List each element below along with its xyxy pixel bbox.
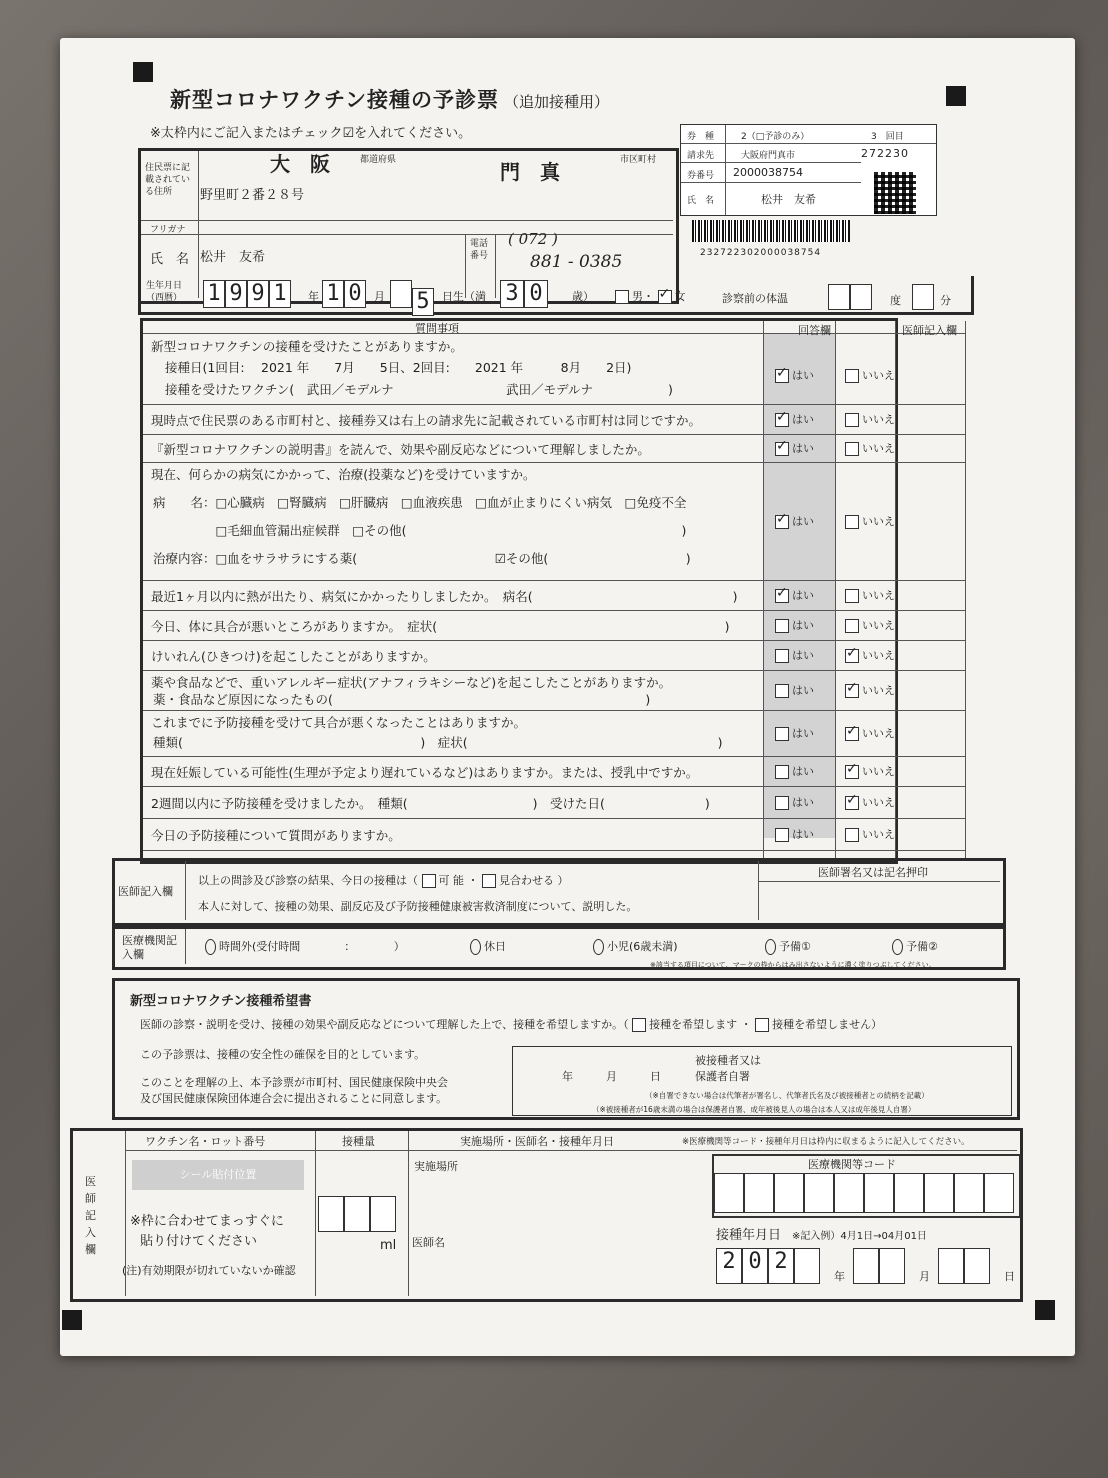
yes-checkbox[interactable] [775,765,789,779]
explanation-text: 本人に対して、接種の効果、副反応及び予防接種健康被害救済制度について、説明した。 [198,900,638,913]
day-suffix: 日生（満 [442,290,486,303]
code-digit[interactable] [894,1173,924,1213]
yes-checkbox[interactable] [775,684,789,698]
question-row [143,404,965,435]
signature-label: 医師署名又は記名押印 [818,866,928,879]
want-checkbox[interactable] [632,1018,646,1032]
day-digit[interactable] [938,1248,964,1284]
consent-text-2: 及び国民健康保険団体連合会に提出されることに同意します。 [140,1092,448,1105]
consent-text-1: このことを理解の上、本予診票が市町村、国民健康保険中央会 [140,1076,448,1089]
no-option[interactable] [845,682,895,698]
dose-digit[interactable] [344,1196,370,1232]
option-reserve-2[interactable]: 予備② [892,938,938,955]
temp-decimal-digit[interactable] [912,284,934,310]
separator-dot: ・ [740,1018,752,1031]
question-text: □毛細血管漏出症候群 □その他( ) [153,523,687,538]
dose-cells [318,1196,396,1236]
address-pref-suffix: 都道府県 [360,155,397,165]
yes-label: はい [792,515,814,528]
ticket-kind-label: 券 種 [687,132,715,142]
yes-label: はい [792,684,814,697]
code-digit[interactable] [954,1173,984,1213]
code-digit[interactable] [774,1173,804,1213]
address-city-suffix: 市区町村 [620,155,657,165]
ticket-name-label: 氏 名 [687,196,715,206]
bottom-side-label: 医師記入欄 [85,1175,96,1256]
code-digit[interactable] [714,1173,744,1213]
no-label: いいえ [862,515,895,528]
temp-unit-degree: 度 [890,294,901,307]
form-title: 新型コロナワクチン接種の予診票 [170,88,499,112]
no-option[interactable] [845,367,895,383]
separator-dot: ・ [467,874,479,887]
birth-day-cells [390,280,434,316]
phone-number: 881 - 0385 [530,252,623,272]
ticket-billing-city: 大阪府門真市 [741,151,796,161]
no-checkbox[interactable] [845,369,859,383]
phone-area-code: ( 072 ) [508,230,558,248]
no-checkbox[interactable] [845,619,859,633]
question-text: 薬や食品などで、重いアレルギー症状(アナフィラキシーなど)を起こしたことがありますか。 [151,675,672,690]
year-digit[interactable]: 0 [742,1248,768,1284]
vaccination-date-example: ※記入例）4月1日→04月01日 [792,1231,927,1242]
possible-checkbox[interactable] [422,874,436,888]
month-digit[interactable] [853,1248,879,1284]
female-label: 女 [674,290,686,303]
yes-checkbox[interactable] [775,619,789,633]
no-label: いいえ [862,828,895,841]
age-digit[interactable]: 3 [500,280,524,308]
question-text: 接種日(1回目: 2021 年 7月 5日、2回目: 2021 年 8月 2日) [165,360,632,376]
yes-label: はい [792,796,814,809]
registration-mark [1035,1300,1055,1320]
place-label: 実施場所 [414,1160,458,1173]
not-want-checkbox[interactable] [755,1018,769,1032]
question-row [143,462,965,581]
question-row [143,640,965,671]
request-title: 新型コロナワクチン接種希望書 [130,994,312,1009]
yes-checkbox[interactable] [775,589,789,603]
address-street: 野里町２番２８号 [200,188,305,203]
code-note: ※医療機関等コード・接種年月日は枠内に収まるように記入してください。 [682,1137,970,1147]
male-label: 男・ [632,290,654,303]
no-label: いいえ [862,727,895,740]
dose-label: 接種量 [342,1135,375,1148]
month-suffix: 月 [919,1270,930,1283]
code-digit[interactable] [864,1173,894,1213]
registration-mark [946,86,966,106]
request-question [140,1016,882,1032]
no-checkbox[interactable] [845,589,859,603]
question-text: 病 名：□心臓病 □腎臓病 □肝臓病 □血液疾患 □血が止まりにくい病気 □免疫不全 [153,495,687,510]
registration-mark [62,1310,82,1330]
ticket-name-value: 松井 友希 [761,193,816,206]
yes-label: はい [792,619,814,632]
question-text: 『新型コロナワクチンの説明書』を読んで、効果や副反応などについて理解しましたか。 [151,442,650,457]
birth-month-digit[interactable]: 0 [344,280,366,308]
day-digit[interactable] [964,1248,990,1284]
yes-label: はい [792,442,814,455]
yes-option[interactable] [775,587,814,603]
registration-mark [133,62,153,82]
yes-option[interactable] [775,682,814,698]
furigana-label: フリガナ [150,225,186,235]
no-label: いいえ [862,619,895,632]
request-note-1: （※自署できない場合は代筆者が署名し、代筆者氏名及び被接種者との続柄を記載） [645,1091,929,1100]
sex-options [615,288,686,304]
doctor-name-label: 医師名 [412,1236,445,1249]
want-label: 接種を希望します [649,1018,738,1031]
month-suffix: 月 [374,290,385,303]
yes-checkbox[interactable] [775,369,789,383]
temperature-label: 診察前の体温 [722,292,788,305]
postpone-checkbox[interactable] [482,874,496,888]
question-row [143,334,965,405]
yes-option[interactable] [775,440,814,456]
temp-unit-minute: 分 [940,294,951,307]
postpone-label: 見合わせる ） [499,874,569,887]
no-checkbox[interactable] [845,515,859,529]
ticket-number-label: 券番号 [687,171,715,181]
request-date-label: 年 月 日 [562,1070,661,1083]
question-row [143,756,965,787]
question-text: 新型コロナワクチンの接種を受けたことがありますか。 [151,339,463,354]
year-digit[interactable]: 2 [716,1248,742,1284]
no-label: いいえ [862,369,895,382]
yes-option[interactable] [775,763,814,779]
address-city: 門 真 [500,160,560,184]
yes-option[interactable] [775,411,814,427]
no-checkbox[interactable] [845,828,859,842]
question-text: 現在、何らかの病気にかかって、治療(投薬など)を受けていますか。 [151,467,536,482]
vaccination-date-label: 接種年月日 [716,1228,782,1243]
no-label: いいえ [862,684,895,697]
barcode [692,220,850,242]
question-text: これまでに予防接種を受けて具合が悪くなったことはありますか。 [151,715,527,730]
birth-day-digit[interactable]: 5 [412,288,434,316]
question-text: 今日の予防接種について質問がありますか。 [151,828,401,843]
birth-year-digit[interactable]: 9 [225,280,247,308]
dose-digit[interactable] [318,1196,344,1232]
code-digit[interactable] [744,1173,774,1213]
sticker-position: シール貼付位置 [132,1160,304,1190]
no-checkbox[interactable] [845,649,859,663]
question-text: 現時点で住民票のある市町村と、接種券又は右上の請求先に記載されている市町村は同じですか。 [151,413,702,428]
option-reserve-1[interactable]: 予備① [765,938,811,955]
no-label: いいえ [862,649,895,662]
question-text: けいれん(ひきつけ)を起こしたことがありますか。 [151,649,436,664]
yes-option[interactable] [775,794,814,810]
no-option[interactable] [845,513,895,529]
question-text: 現在妊娠している可能性(生理が予定より遅れているなど)はありますか。または、授乳中ですか。 [151,765,699,780]
name-label: 氏 名 [150,252,190,267]
institution-note: ※該当する項目について、マークの枠からはみ出さないように濃く塗りつぶしてください。 [650,961,936,969]
age-cells [500,280,548,308]
no-option[interactable] [845,411,895,427]
answer-header: 回答欄 [798,324,831,337]
yes-label: はい [792,727,814,740]
yes-checkbox[interactable] [775,649,789,663]
yes-option[interactable] [775,826,814,842]
ticket-kind-value: 2（□予診のみ） [741,132,810,142]
expiry-note: (注)有効期限が切れていないか確認 [122,1264,296,1277]
option-holiday[interactable]: 休日 [470,938,506,955]
question-row [143,818,965,851]
address-label: 住民票に記載されている住所 [145,163,191,197]
ticket-number-value: 2000038754 [733,166,803,179]
question-header: 質問事項 [415,322,459,335]
no-option[interactable] [845,440,895,456]
institution-code-label: 医療機関等コード [808,1158,896,1171]
yes-option[interactable] [775,617,814,633]
male-checkbox[interactable] [615,290,629,304]
age-digit[interactable]: 0 [524,280,548,308]
birth-year-digit[interactable]: 1 [203,280,225,308]
question-row [143,580,965,611]
birth-month-digit[interactable]: 1 [322,280,344,308]
option-child[interactable]: 小児(6歳未満) [593,938,678,955]
question-text: 2週間以内に予防接種を受けましたか。 種類( ) 受けた日( ) [151,796,710,811]
yes-checkbox[interactable] [775,413,789,427]
sticker-note-1: ※枠に合わせてまっすぐに [130,1214,284,1229]
code-digit[interactable] [804,1173,834,1213]
year-suffix: 年 [308,290,319,303]
request-note-2: （※被接種者が16歳未満の場合は保護者自署、成年被後見人の場合は本人又は成年後見人自署） [592,1105,916,1114]
ticket-billing-code: 272230 [861,147,909,160]
vaccine-lot-label: ワクチン名・ロット番号 [145,1135,266,1148]
dose-digit[interactable] [370,1196,396,1232]
signer-label-2: 保護者自署 [695,1070,750,1083]
temperature-cells [828,284,872,314]
question-text: 治療内容：□血をサラサラにする薬( ☑その他( ) [153,551,691,566]
request-question-text: 医師の診察・説明を受け、接種の効果や副反応などについて理解した上で、接種を希望しますか。（ [140,1018,629,1031]
question-row [143,710,965,757]
yes-label: はい [792,828,814,841]
no-label: いいえ [862,765,895,778]
yes-checkbox[interactable] [775,442,789,456]
question-row [143,670,965,711]
name-value: 松井 友希 [200,250,266,265]
judgement-text: 以上の問診及び診察の結果、今日の接種は（ [198,874,418,887]
yes-checkbox[interactable] [775,796,789,810]
no-option[interactable] [845,647,895,663]
vaccination-form-sheet [60,38,1075,1356]
yes-label: はい [792,369,814,382]
doctor-section-label: 医師記入欄 [118,885,173,898]
yes-option[interactable] [775,367,814,383]
birth-day-digit[interactable] [390,280,412,308]
question-text: 最近1ヶ月以内に熱が出たり、病気にかかったりしましたか。 病名( ) [151,589,738,604]
yes-checkbox[interactable] [775,515,789,529]
code-digit[interactable] [924,1173,954,1213]
no-option[interactable] [845,763,895,779]
institution-label: 医療機関記入欄 [122,934,177,961]
no-checkbox[interactable] [845,796,859,810]
no-option[interactable] [845,826,895,842]
yes-checkbox[interactable] [775,727,789,741]
year-suffix: 年 [834,1270,845,1283]
barcode-number: 232722302000038754 [700,248,822,258]
no-checkbox[interactable] [845,727,859,741]
yes-label: はい [792,765,814,778]
purpose-text: この予診票は、接種の安全性の確保を目的としています。 [140,1048,426,1061]
no-label: いいえ [862,589,895,602]
ticket-billing-label: 請求先 [687,151,715,161]
sticker-note-2: 貼り付けてください [140,1234,258,1249]
phone-label: 電話番号 [470,239,489,261]
code-digit[interactable] [984,1173,1014,1213]
no-checkbox[interactable] [845,765,859,779]
doctor-judgement [198,872,569,888]
no-option[interactable] [845,794,895,810]
yes-option[interactable] [775,725,814,741]
doctor-column-header: 医師記入欄 [902,324,957,337]
yes-label: はい [792,649,814,662]
temp-digit[interactable] [828,284,850,310]
no-label: いいえ [862,442,895,455]
female-checkbox[interactable] [658,290,672,304]
vaccination-date-cells [716,1248,1015,1284]
question-row [143,610,965,641]
temperature-decimal-cell [912,284,934,314]
possible-label: 可 能 [438,874,464,887]
ticket-dose-number: 3 回目 [871,132,904,142]
qr-code [874,172,916,214]
institution-code-cells [714,1173,1014,1213]
no-label: いいえ [862,413,895,426]
signer-label-1: 被接種者又は [695,1054,761,1067]
place-doctor-date-label: 実施場所・医師名・接種年月日 [460,1135,614,1148]
no-option[interactable] [845,725,895,741]
no-option[interactable] [845,617,895,633]
year-digit[interactable]: 2 [768,1248,794,1284]
no-checkbox[interactable] [845,442,859,456]
no-option[interactable] [845,587,895,603]
temp-digit[interactable] [850,284,872,310]
day-suffix: 日 [1004,1270,1015,1283]
yes-label: はい [792,413,814,426]
form-instruction: ※太枠内にご記入またはチェック☑を入れてください。 [150,126,472,141]
question-text: 今日、体に具合が悪いところがありますか。 症状( ) [151,619,730,634]
no-checkbox[interactable] [845,684,859,698]
age-suffix: 歳） [572,290,594,303]
birth-year-digit[interactable]: 9 [247,280,269,308]
question-text: 薬・食品など原因になったもの( ) [153,692,651,707]
year-digit[interactable] [794,1248,820,1284]
no-checkbox[interactable] [845,413,859,427]
not-want-label: 接種を希望しません） [772,1018,883,1031]
address-prefecture: 大 阪 [270,152,330,176]
question-text: 種類( ) 症状( ) [153,735,723,750]
birth-year-digit[interactable]: 1 [269,280,291,308]
option-after-hours[interactable]: 時間外(受付時間 ： ） [205,938,405,955]
code-digit[interactable] [834,1173,864,1213]
no-label: いいえ [862,796,895,809]
yes-label: はい [792,589,814,602]
birth-year-cells [203,280,291,308]
form-title-row [170,84,609,114]
month-digit[interactable] [879,1248,905,1284]
birth-month-cells [322,280,366,308]
question-row [143,786,965,819]
birth-label: 生年月日（西暦） [146,281,183,303]
form-title-sub: （追加接種用） [504,93,610,111]
ml-unit: ml [380,1238,397,1253]
yes-option[interactable] [775,513,814,529]
question-row [143,434,965,463]
question-text: 接種を受けたワクチン( 武田／モデルナ 武田／モデルナ ) [165,381,673,397]
yes-checkbox[interactable] [775,828,789,842]
yes-option[interactable] [775,647,814,663]
